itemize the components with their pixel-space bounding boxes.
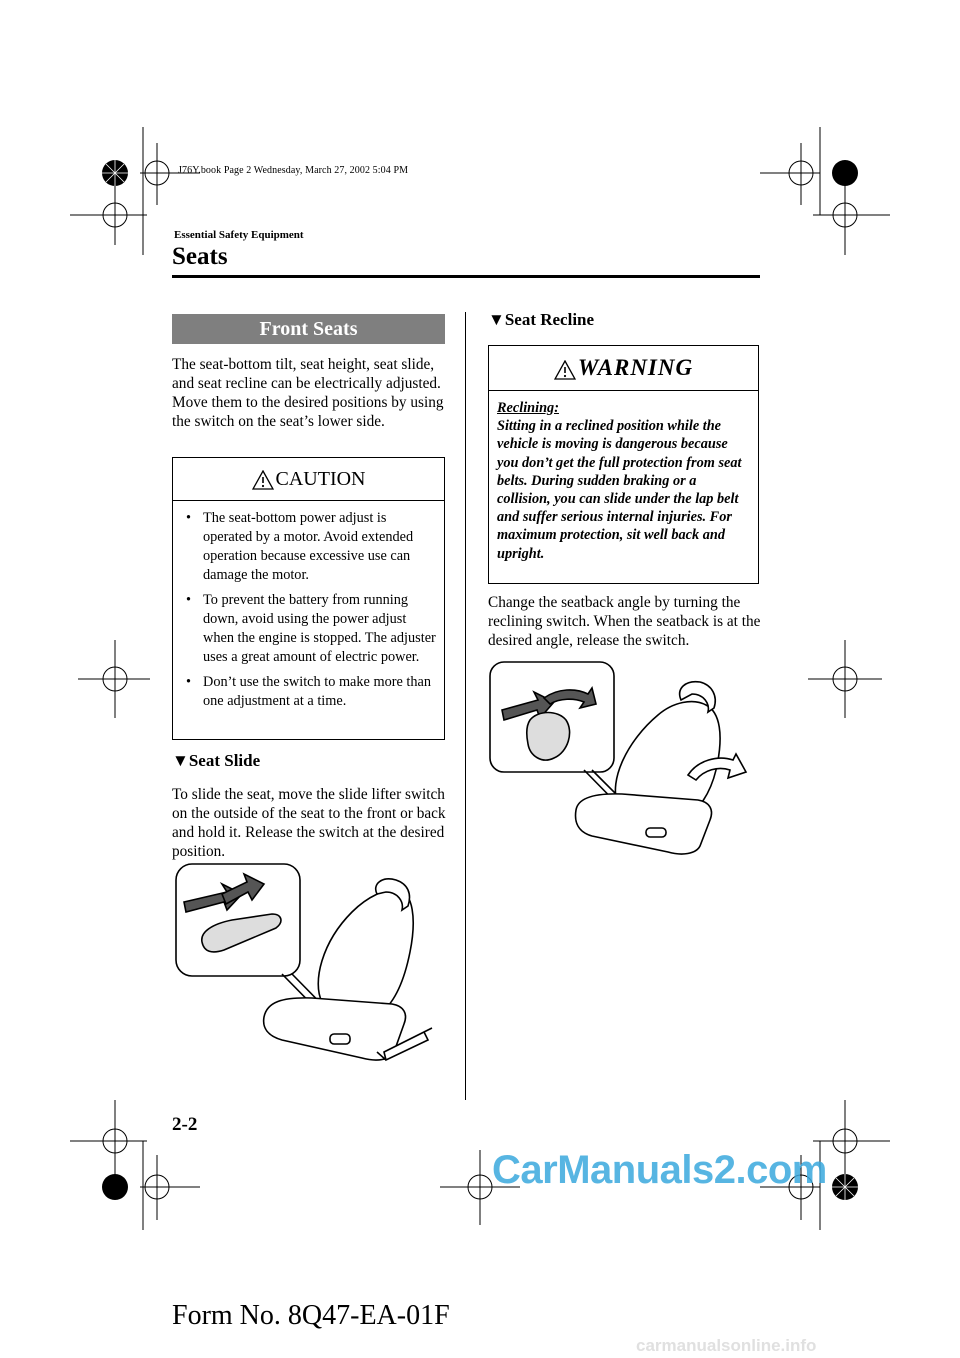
bullet: • — [186, 592, 192, 608]
seat-recline-title: Seat Recline — [504, 310, 595, 329]
warning-box — [488, 345, 759, 584]
caution-item-text: The seat-bottom power adjust is operated by a motor. Avoid extended operation because excessive use can damage the motor. — [203, 510, 414, 583]
triangle-down-icon: ▼ — [172, 751, 189, 770]
seat-recline-text: Change the seatback angle by turning the reclining switch. When the seatback is at the desired angle, release the switch. — [488, 594, 761, 649]
triangle-down-icon: ▼ — [488, 310, 505, 329]
watermark: CarManuals2.com — [492, 1148, 827, 1192]
seat-recline-illustration — [488, 660, 760, 860]
page-number: 2-2 — [172, 1114, 198, 1135]
warning-body — [497, 399, 752, 563]
book-info: J76Y.book Page 2 Wednesday, March 27, 2002 5:04 PM — [178, 165, 409, 176]
seat-slide-title: Seat Slide — [188, 751, 261, 770]
warning-label: Reclining: — [497, 400, 559, 416]
caution-item-text: To prevent the battery from running down, avoid using the power adjust when the engine is stopped. The adjuster uses a great amount of electric power. — [203, 592, 436, 665]
form-number: Form No. 8Q47-EA-01F — [172, 1300, 450, 1331]
caution-item — [173, 673, 444, 711]
warning-header — [489, 346, 758, 391]
caution-heading: CAUTION — [275, 468, 366, 490]
caution-item — [173, 591, 444, 667]
caution-box — [172, 457, 445, 740]
caution-header — [173, 458, 444, 501]
warning-text: Sitting in a reclined position while the vehicle is moving is dangerous because you don’t get the full protection from seat belts. During sudden braking or a collision, you can slide under the lap belt and suffer serious internal injuries. For maximum protection, sit well back and upright. — [497, 418, 742, 562]
title-rule — [172, 275, 760, 278]
front-seats-banner: Front Seats — [172, 314, 445, 344]
seat-slide-illustration — [172, 862, 442, 1072]
bullet: • — [186, 674, 192, 690]
caution-list — [173, 503, 444, 711]
caution-item-text: Don’t use the switch to make more than one adjustment at a time. — [203, 674, 432, 709]
site-mark: carmanualsonline.info — [636, 1336, 817, 1355]
seat-recline-heading — [488, 310, 594, 330]
page-title: Seats — [172, 243, 228, 270]
seat-slide-text: To slide the seat, move the slide lifter switch on the outside of the seat to the front or back and hold it. Release the switch at the desired position. — [172, 786, 446, 860]
seat-slide-heading — [172, 751, 260, 771]
warning-triangle-icon — [554, 360, 576, 380]
column-divider — [465, 312, 466, 1100]
front-seats-intro: The seat-bottom tilt, seat height, seat slide, and seat recline can be electrically adjusted. Move them to the desired positions by using the switch on the seat’s lower side. — [172, 356, 444, 430]
bullet: • — [186, 510, 192, 526]
caution-item — [173, 509, 444, 585]
section-label: Essential Safety Equipment — [174, 229, 304, 241]
warning-heading: WARNING — [577, 355, 694, 380]
warning-triangle-icon — [252, 470, 274, 490]
